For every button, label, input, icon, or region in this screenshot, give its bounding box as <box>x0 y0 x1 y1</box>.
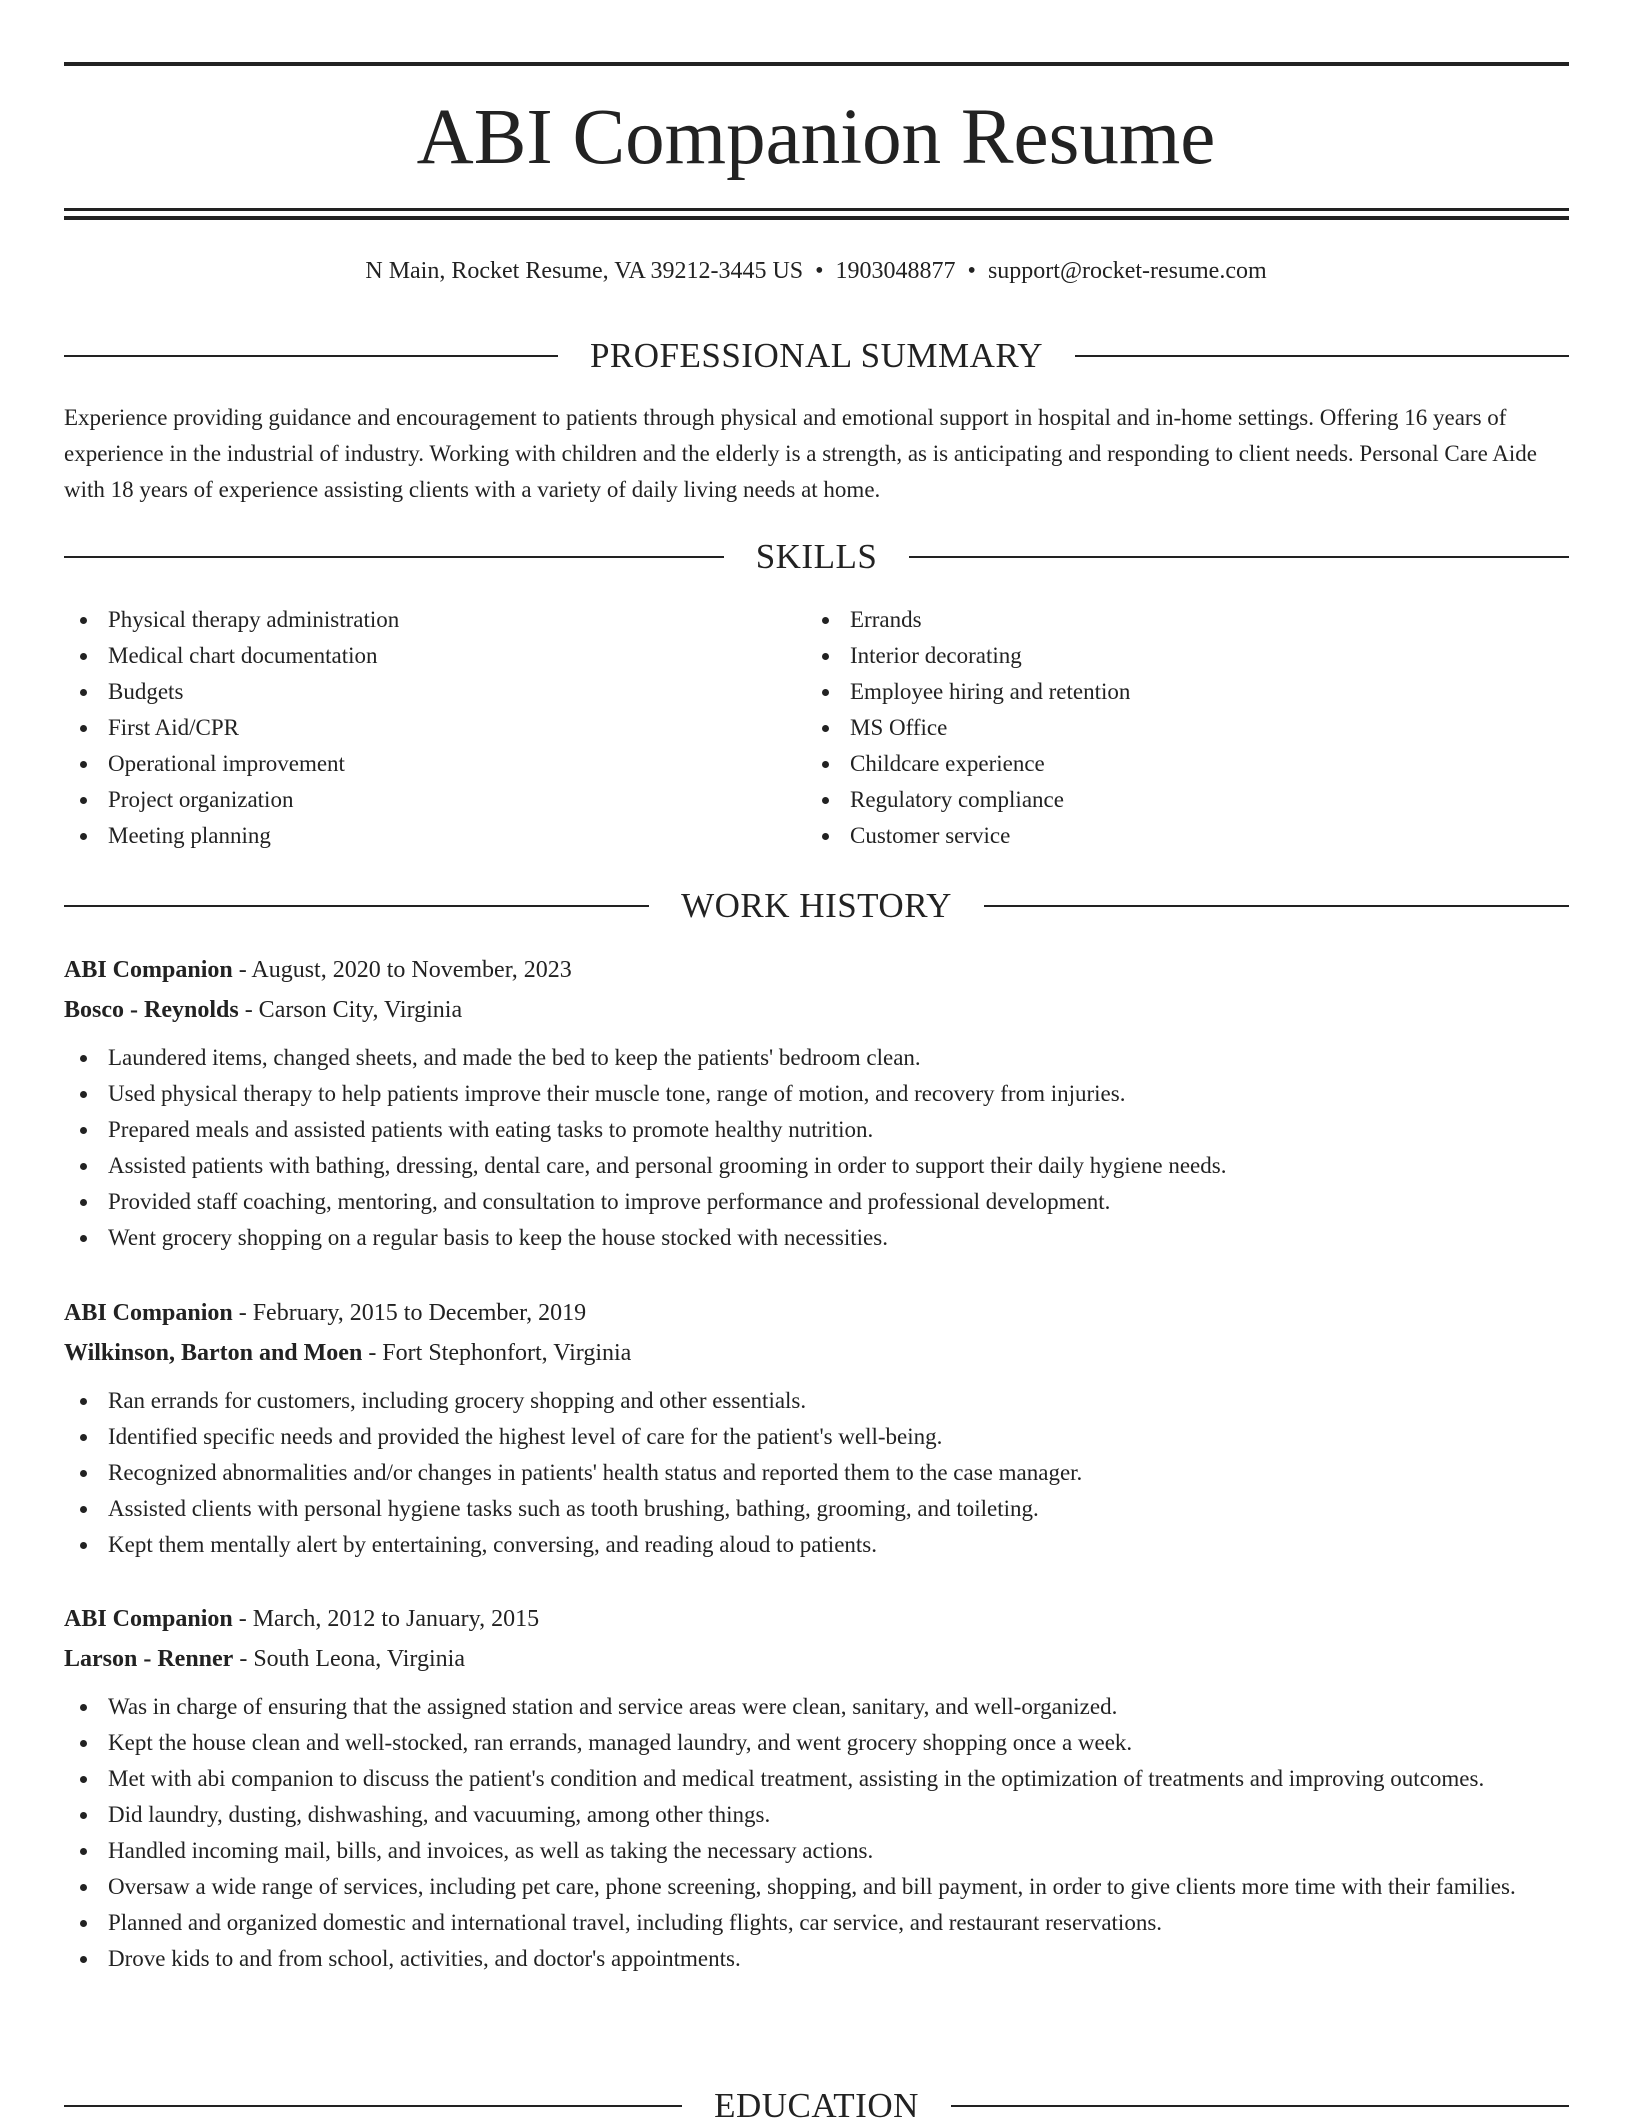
heading-rule <box>64 556 724 558</box>
job-entry <box>64 1599 1569 1977</box>
job-title-line <box>64 1293 1569 1333</box>
skills-list-right <box>806 602 1566 854</box>
skill-item: Employee hiring and retention <box>806 674 1566 710</box>
heading-text: EDUCATION <box>714 2086 919 2125</box>
skills-list-left <box>64 602 764 854</box>
job-entry <box>64 950 1569 1256</box>
heading-text: PROFESSIONAL SUMMARY <box>589 336 1044 375</box>
heading-text: WORK HISTORY <box>681 886 952 925</box>
heading-rule <box>1075 355 1569 357</box>
skill-item: Budgets <box>64 674 764 710</box>
job-duty: Laundered items, changed sheets, and made the bed to keep the patients' bedroom clean. <box>64 1040 1569 1076</box>
skill-item: Medical chart documentation <box>64 638 764 674</box>
job-title-line <box>64 1599 1569 1639</box>
job-duty: Identified specific needs and provided the highest level of care for the patient's well-being. <box>64 1419 1569 1455</box>
job-duty: Assisted patients with bathing, dressing, dental care, and personal grooming in order to support their daily hygiene needs. <box>64 1148 1569 1184</box>
job-company-line <box>64 990 1569 1030</box>
job-duty: Planned and organized domestic and international travel, including flights, car service, and restaurant reservations. <box>64 1905 1569 1941</box>
job-duty: Kept the house clean and well-stocked, ran errands, managed laundry, and went grocery shopping once a week. <box>64 1725 1569 1761</box>
section-heading-skills <box>64 537 1569 577</box>
job-location: - Fort Stephonfort, Virginia <box>362 1340 632 1366</box>
section-heading-education <box>64 2086 1569 2126</box>
heading-rule <box>909 556 1569 558</box>
skill-item: Regulatory compliance <box>806 782 1566 818</box>
top-rule <box>64 62 1569 66</box>
heading-rule <box>984 905 1569 907</box>
title-rule-top <box>64 208 1569 211</box>
heading-text: SKILLS <box>755 537 878 576</box>
job-title-line <box>64 950 1569 990</box>
job-entry <box>64 1293 1569 1563</box>
job-duty: Provided staff coaching, mentoring, and consultation to improve performance and professional development. <box>64 1184 1569 1220</box>
job-duty: Went grocery shopping on a regular basis to keep the house stocked with necessities. <box>64 1220 1569 1256</box>
skill-item: Meeting planning <box>64 818 764 854</box>
skill-item: Operational improvement <box>64 746 764 782</box>
job-title: ABI Companion <box>64 1606 233 1632</box>
section-heading-work-history <box>64 886 1569 926</box>
job-duty: Assisted clients with personal hygiene tasks such as tooth brushing, bathing, grooming, and toileting. <box>64 1491 1569 1527</box>
job-company-line <box>64 1333 1569 1373</box>
job-duty: Used physical therapy to help patients improve their muscle tone, range of motion, and recovery from injuries. <box>64 1076 1569 1112</box>
contact-separator: • <box>815 258 824 284</box>
job-duty: Handled incoming mail, bills, and invoices, as well as taking the necessary actions. <box>64 1833 1569 1869</box>
job-title: ABI Companion <box>64 957 233 983</box>
job-title: ABI Companion <box>64 1300 233 1326</box>
job-location: - South Leona, Virginia <box>233 1646 465 1672</box>
job-duty: Recognized abnormalities and/or changes in patients' health status and reported them to the case manager. <box>64 1455 1569 1491</box>
job-duties <box>64 1383 1569 1563</box>
skill-item: Errands <box>806 602 1566 638</box>
contact-address: N Main, Rocket Resume, VA 39212-3445 US <box>365 258 804 284</box>
job-dates: - August, 2020 to November, 2023 <box>232 957 572 983</box>
job-duty: Ran errands for customers, including grocery shopping and other essentials. <box>64 1383 1569 1419</box>
contact-email[interactable]: support@rocket-resume.com <box>987 258 1267 284</box>
skill-item: First Aid/CPR <box>64 710 764 746</box>
skill-item: MS Office <box>806 710 1566 746</box>
section-heading-summary <box>64 336 1569 376</box>
resume-title: ABI Companion Resume <box>416 94 1216 181</box>
job-company: Wilkinson, Barton and Moen <box>64 1340 363 1366</box>
job-dates: - February, 2015 to December, 2019 <box>232 1300 587 1326</box>
skill-item: Customer service <box>806 818 1566 854</box>
job-dates: - March, 2012 to January, 2015 <box>232 1606 540 1632</box>
heading-rule <box>951 2105 1569 2107</box>
job-location: - Carson City, Virginia <box>238 997 463 1023</box>
skill-item: Project organization <box>64 782 764 818</box>
contact-line <box>0 254 1632 288</box>
job-company: Larson - Renner <box>64 1646 234 1672</box>
job-company: Bosco - Reynolds <box>64 997 239 1023</box>
skill-item: Physical therapy administration <box>64 602 764 638</box>
contact-separator: • <box>967 258 976 284</box>
job-duties <box>64 1040 1569 1256</box>
heading-rule <box>64 905 649 907</box>
contact-phone: 1903048877 <box>835 258 956 284</box>
job-duty: Kept them mentally alert by entertaining, conversing, and reading aloud to patients. <box>64 1527 1569 1563</box>
title-rule-bottom <box>64 216 1569 220</box>
skill-item: Childcare experience <box>806 746 1566 782</box>
job-duty: Was in charge of ensuring that the assigned station and service areas were clean, sanitary, and well-organized. <box>64 1689 1569 1725</box>
job-company-line <box>64 1639 1569 1679</box>
skill-item: Interior decorating <box>806 638 1566 674</box>
heading-rule <box>64 355 558 357</box>
job-duty: Drove kids to and from school, activities, and doctor's appointments. <box>64 1941 1569 1977</box>
job-duty: Did laundry, dusting, dishwashing, and vacuuming, among other things. <box>64 1797 1569 1833</box>
heading-rule <box>64 2105 682 2107</box>
summary-paragraph: Experience providing guidance and encouragement to patients through physical and emotional support in hospital and in-home settings. Offering 16 years of experience in the industrial of industry. Working with children and the elderly is a strength, as is anticipating and responding to client needs. Personal Care Aide with 18 years of experience assisting clients with a variety of daily living needs at home. <box>64 405 1537 502</box>
job-duty: Oversaw a wide range of services, including pet care, phone screening, shopping, and bill payment, in order to give clients more time with their families. <box>64 1869 1569 1905</box>
job-duties <box>64 1689 1569 1977</box>
job-duty: Met with abi companion to discuss the patient's condition and medical treatment, assisting in the optimization of treatments and improving outcomes. <box>64 1761 1569 1797</box>
job-duty: Prepared meals and assisted patients with eating tasks to promote healthy nutrition. <box>64 1112 1569 1148</box>
